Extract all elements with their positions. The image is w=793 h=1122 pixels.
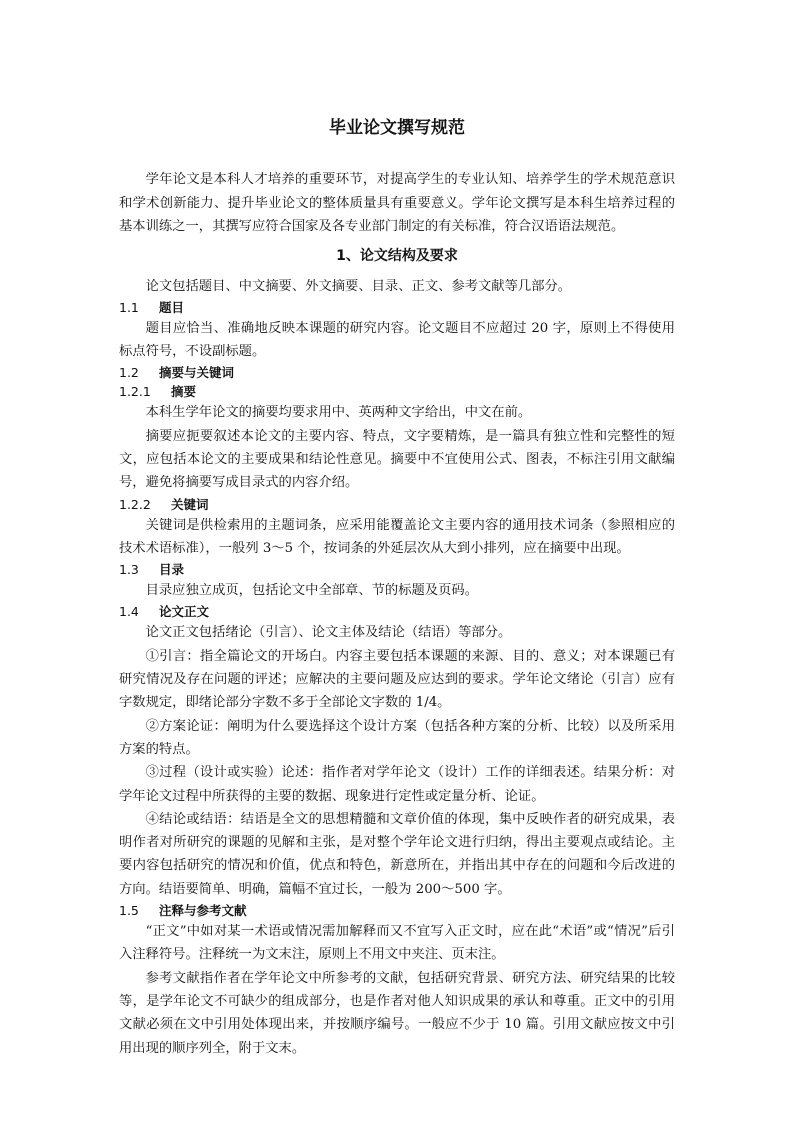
heading-title: 摘要与关键词 <box>159 365 235 381</box>
heading-title: 论文正文 <box>159 604 210 620</box>
structure-overview: 论文包括题目、中文摘要、外文摘要、目录、正文、参考文献等几部分。 <box>145 278 572 294</box>
notes-rule: “正文”中如对某一术语或情况需加解释而又不宜写入正文时，应在此“术语”或“情况”后引入注释符号。注释统一为文末注，原则上不用文中夹注、页末注。 <box>119 924 675 963</box>
document-title: 毕业论文撰写规范 <box>329 118 465 138</box>
intro-paragraph <box>119 168 675 239</box>
body-item-scheme: ②方案论证：阐明为什么要选择这个设计方案（包括各种方案的分析、比较）以及所采用方案的特点。 <box>119 718 675 757</box>
heading-1-1 <box>119 298 675 317</box>
heading-number: 1.2.2 <box>119 496 151 512</box>
keywords-rule: 关键词是供检索用的主题词条，应采用能覆盖论文主要内容的通用技术词条（参照相应的技术术语标准），一般列 3～5 个，按词条的外延层次从大到小排列，应在摘要中出现。 <box>119 517 675 556</box>
heading-title: 注释与参考文献 <box>159 903 247 919</box>
heading-number: 1.1 <box>119 299 139 315</box>
heading-1-3 <box>119 560 675 579</box>
heading-title: 题目 <box>159 299 185 315</box>
heading-number: 1.2 <box>119 365 139 381</box>
heading-1-4 <box>119 602 675 621</box>
heading-1-2 <box>119 363 675 382</box>
heading-1-2-1 <box>119 382 675 401</box>
document-body <box>119 116 675 1060</box>
body-item-process: ③过程（设计或实验）论述：指作者对学年论文（设计）工作的详细表述。结果分析：对学年论文过程中所获得的主要的数据、现象进行定性或定量分析、论证。 <box>119 765 675 804</box>
intro-text: 学年论文是本科人才培养的重要环节，对提高学生的专业认知、培养学生的学术规范意识和学术创新能力、提升毕业论文的整体质量具有重要意义。学年论文撰写是本科生培养过程的基本训练之一，其撰写应符合国家及各专业部门制定的有关标准，符合汉语语法规范。 <box>119 172 675 234</box>
heading-number: 1.2.1 <box>119 384 151 400</box>
body-item-introduction: ①引言：指全篇论文的开场白。内容主要包括本课题的来源、目的、意义；对本课题已有研究情况及存在问题的评述；应解决的主要问题及应达到的要求。学年论文绪论（引言）应有字数规定，即绪论部分字数不多于全部论文字数的 1/4。 <box>119 648 675 711</box>
heading-1-2-2 <box>119 495 675 514</box>
title-requirements: 题目应恰当、准确地反映本课题的研究内容。论文题目不应超过 20 字，原则上不得使用标点符号，不设副标题。 <box>119 320 675 360</box>
heading-title: 摘要 <box>171 384 197 400</box>
heading-number: 1.4 <box>119 604 139 620</box>
heading-number: 1.5 <box>119 903 139 919</box>
heading-number: 1.3 <box>119 562 139 578</box>
heading-1-5 <box>119 901 675 920</box>
body-item-conclusion: ④结论或结语：结语是全文的思想精髓和文章价值的体现，集中反映作者的研究成果，表明作者对所研究的课题的见解和主张，是对整个学年论文进行归纳，得出主要观点或结论。主要内容包括研究的情况和价值，优点和特色，新意所在，并指出其中存在的问题和今后改进的方向。结语要简单、明确，篇幅不宜过长，一般为 200～500 字。 <box>119 811 675 897</box>
toc-rule: 目录应独立成页，包括论文中全部章、节的标题及页码。 <box>145 583 479 599</box>
heading-title: 关键词 <box>171 496 209 512</box>
body-overview: 论文正文包括绪论（引言）、论文主体及结论（结语）等部分。 <box>145 625 512 641</box>
references-rule: 参考文献指作者在学年论文中所参考的文献，包括研究背景、研究方法、研究结果的比较等，是学年论文不可缺少的组成部分，也是作者对他人知识成果的承认和尊重。正文中的引用文献必须在文中引用处体现出来，并按顺序编号。一般应不少于 10 篇。引用文献应按文中引用出现的顺序列全，附于文末。 <box>119 970 675 1056</box>
section-heading-1: 1、论文结构及要求 <box>336 247 458 264</box>
abstract-language-rule: 本科生学年论文的摘要均要求用中、英两种文字给出，中文在前。 <box>145 405 532 421</box>
abstract-content-rule: 摘要应扼要叙述本论文的主要内容、特点，文字要精炼，是一篇具有独立性和完整性的短文，应包括本论文的主要成果和结论性意见。摘要中不宜使用公式、图表，不标注引用文献编号，避免将摘要写成目录式的内容介绍。 <box>119 428 675 491</box>
heading-title: 目录 <box>159 562 185 578</box>
